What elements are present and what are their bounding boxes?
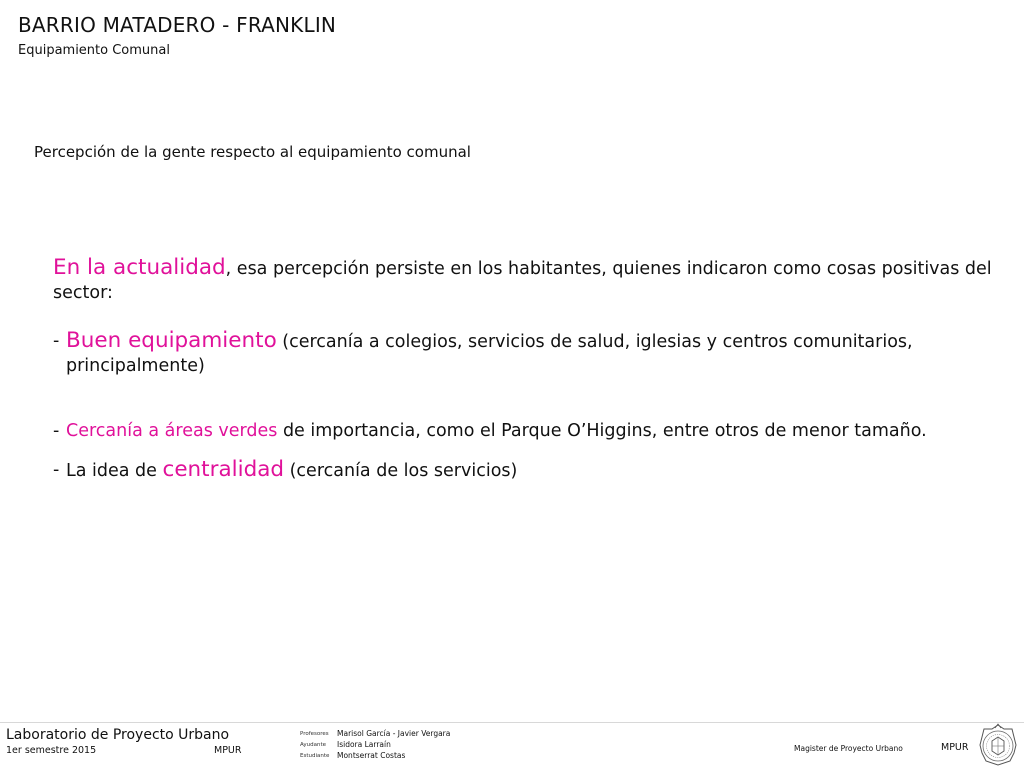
footer-magister: Magister de Proyecto Urbano	[794, 744, 903, 753]
bullet-item	[53, 458, 993, 483]
credit-name: Marisol García - Javier Vergara	[337, 729, 451, 738]
credit-name: Isidora Larraín	[337, 740, 391, 749]
intro-paragraph	[53, 256, 993, 305]
bullet-dash: -	[53, 460, 60, 480]
bullet-rest: (cercanía a colegios, servicios de salud, iglesias y centros comunitarios, principalmente)	[66, 332, 913, 376]
section-heading: Percepción de la gente respecto al equipamiento comunal	[34, 143, 471, 161]
credit-row-estudiante	[300, 750, 450, 761]
footer-lab-title: Laboratorio de Proyecto Urbano	[6, 727, 230, 743]
university-seal-icon	[978, 723, 1018, 767]
bullet-highlight: centralidad	[162, 457, 285, 482]
intro-highlight: En la actualidad	[53, 255, 226, 280]
credit-role: Ayudante	[300, 741, 327, 748]
footer-semester: 1er semestre 2015	[6, 745, 97, 756]
credit-role: Profesores	[300, 730, 329, 737]
main-content	[53, 256, 993, 483]
bullet-dash: -	[53, 331, 60, 351]
bullet-dash: -	[53, 421, 60, 441]
intro-text: , esa percepción persiste en los habitantes, quienes indicaron como cosas positivas del sector:	[53, 259, 992, 303]
credit-row-profesores	[300, 728, 450, 739]
bullet-rest: (cercanía de los servicios)	[284, 461, 518, 481]
bullet-prefix: La idea de	[66, 461, 163, 481]
presentation-title: BARRIO MATADERO - FRANKLIN	[18, 13, 337, 37]
bullet-highlight: Cercanía a áreas verdes	[66, 421, 278, 441]
bullet-item	[53, 419, 993, 443]
bullet-rest: de importancia, como el Parque O’Higgins, entre otros de menor tamaño.	[277, 421, 927, 441]
credit-name: Montserrat Costas	[337, 751, 406, 760]
credit-role: Estudiante	[300, 752, 330, 759]
bullet-text	[66, 329, 993, 378]
presentation-subtitle: Equipamiento Comunal	[18, 43, 170, 58]
bullet-text	[66, 419, 993, 443]
bullet-item	[53, 329, 993, 378]
footer-mpur-left: MPUR	[214, 745, 242, 756]
bullet-text	[66, 458, 993, 483]
credit-row-ayudante	[300, 739, 450, 750]
bullet-highlight: Buen equipamiento	[66, 328, 277, 353]
footer-divider	[0, 722, 1024, 723]
footer-credits	[300, 728, 450, 761]
footer-mpur-right: MPUR	[941, 742, 969, 753]
